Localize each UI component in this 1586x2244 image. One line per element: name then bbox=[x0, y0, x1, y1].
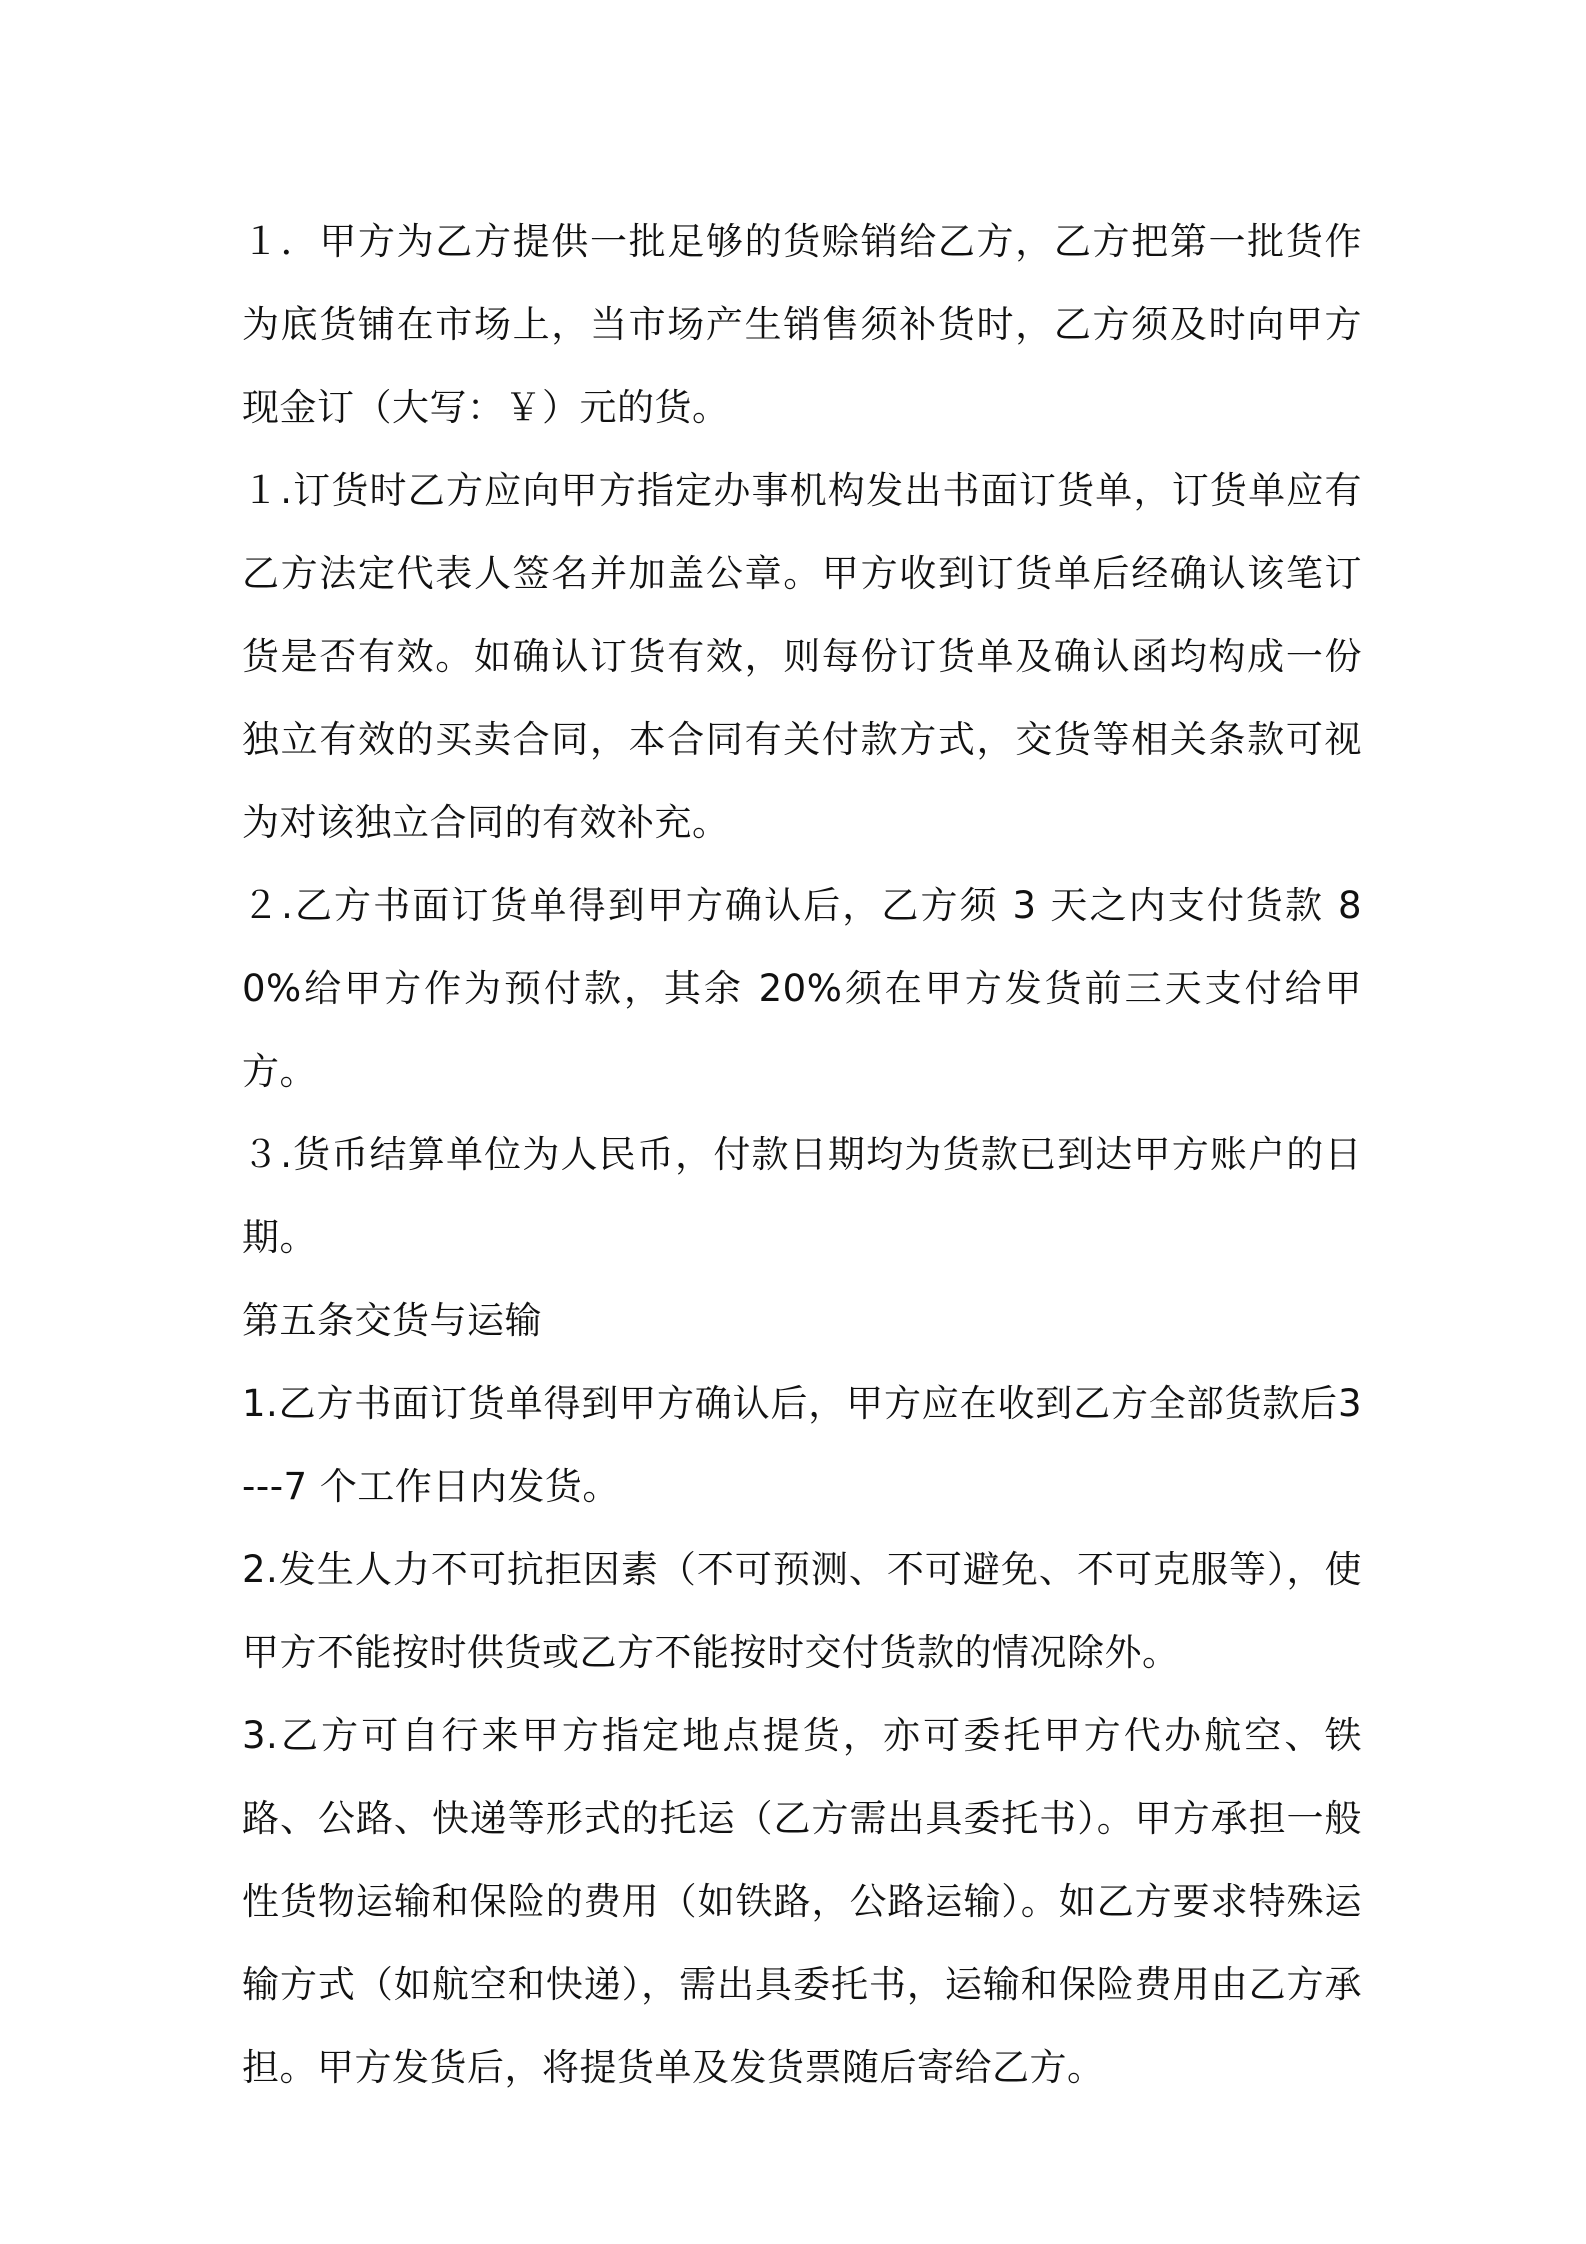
clause-paragraph: 2.发生人力不可抗拒因素（不可预测、不可避免、不可克服等），使甲方不能按时供货或乙方不能按时交付货款的情况除外。 bbox=[242, 1548, 1362, 1674]
document-body bbox=[242, 200, 1362, 2109]
clause-paragraph: ２.乙方书面订货单得到甲方确认后，乙方须 3 天之内支付货款 80%给甲方作为预付款，其余 20%须在甲方发货前三天支付给甲方。 bbox=[242, 884, 1362, 1093]
clause-paragraph: １．甲方为乙方提供一批足够的货赊销给乙方，乙方把第一批货作为底货铺在市场上，当市场产生销售须补货时，乙方须及时向甲方现金订（大写：￥）元的货。 bbox=[242, 220, 1362, 429]
clause-paragraph: 1.乙方书面订货单得到甲方确认后，甲方应在收到乙方全部货款后3---7 个工作日内发货。 bbox=[242, 1382, 1362, 1508]
clause-paragraph: 3.乙方可自行来甲方指定地点提货，亦可委托甲方代办航空、铁路、公路、快递等形式的托运（乙方需出具委托书）。甲方承担一般性货物运输和保险的费用（如铁路，公路运输）。如乙方要求特殊运输方式（如航空和快递），需出具委托书，运输和保险费用由乙方承担。甲方发货后，将提货单及发货票随后寄给乙方。 bbox=[242, 1714, 1362, 2089]
section-heading: 第五条交货与运输 bbox=[242, 1299, 542, 1342]
clause-paragraph: ３.货币结算单位为人民币，付款日期均为货款已到达甲方账户的日期。 bbox=[242, 1133, 1362, 1259]
clause-paragraph: １.订货时乙方应向甲方指定办事机构发出书面订货单，订货单应有乙方法定代表人签名并加盖公章。甲方收到订货单后经确认该笔订货是否有效。如确认订货有效，则每份订货单及确认函均构成一份独立有效的买卖合同，本合同有关付款方式，交货等相关条款可视为对该独立合同的有效补充。 bbox=[242, 469, 1362, 844]
